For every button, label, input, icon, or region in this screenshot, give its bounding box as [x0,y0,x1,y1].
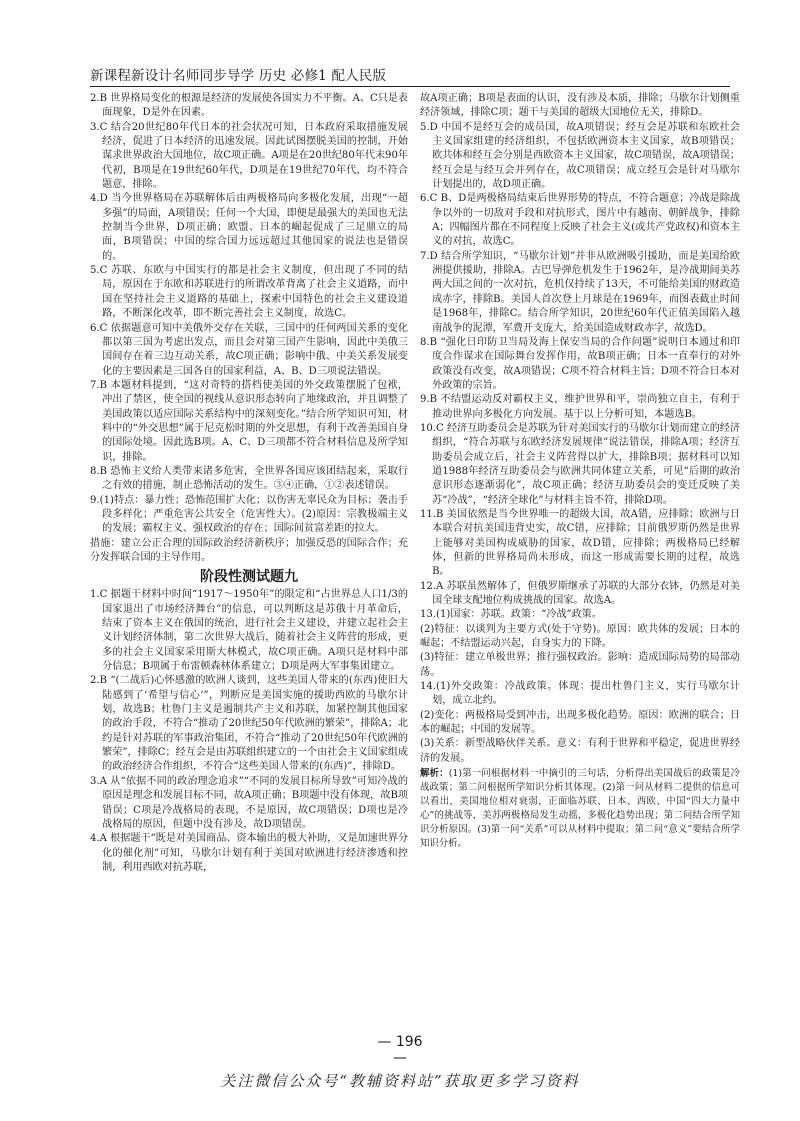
answer-paragraph: (3)特征：建立单极世界；推行强权政治。影响：造成国际局势的局部动荡。 [420,652,740,678]
answer-paragraph: 9.B 不结盟运动反对霸权主义，维护世界和平，崇尚独立自主，有利于推动世界向多极化方向发展。基于以上分析可知，本题选B。 [420,394,740,420]
analysis-note [420,767,740,851]
answer-paragraph: (3)关系：新型战略伙伴关系。意义：有利于世界和平稳定，促进世界经济的发展。 [420,738,740,764]
section-title: 阶段性测试题九 [200,569,298,586]
answer-paragraph: 11.B 美国依然是当今世界唯一的超级大国，故A错，应排除；欧洲与日本联合对抗美国违背史实，故C错，应排除；目前俄罗斯仍然是世界上能够对美国构成威胁的国家，故D错，应排除；两极格局已经解体，但新的世界格局尚未形成，而这一形成需要长期的过程，故选B。 [420,508,740,578]
answer-paragraph: 14.(1)外交政策：冷战政策。体现：提出杜鲁门主义，实行马歇尔计划，成立北约。 [420,681,740,707]
answer-paragraph: 8.B “强化日印防卫当局及海上保安当局的合作问题”说明日本通过和印度合作谋求在国际舞台发挥作用，故B项正确；日本一直奉行的对外政策没有改变，故A项错误；C项不符合材料主旨；D项不符合日本对外政策的宗旨。 [420,336,740,391]
answer-paragraph: 9.(1)特点：暴力性；恐怖范围扩大化；以伤害无辜民众为目标；袭击手段多样化；严重危害公共安全（危害性大）。(2)原因：宗教极端主义的发展；霸权主义、强权政治的存在；国际间贫富差距的拉大。 [90,494,408,535]
answer-paragraph: 13.(1)国家：苏联。政策：“冷战”政策。 [420,609,602,621]
answer-paragraph: 故A项正确；B项是表面的认识，没有涉及本质，排除；马歇尔计划侧重经济领域，排除C项；题干与美国的超级大国地位无关，排除D。 [420,93,740,119]
answer-paragraph: 3.A 从“依据不同的政治理念追求”“不同的发展目标所导致”可知冷战的原因是理念和发展目标不同，故A项正确；B项题中没有体现，故B项错误；C项是冷战格局的表现，不是原因，故C项错误；D项也是冷战格局的原因，但题中没有涉及，故D项错误。 [90,775,408,830]
answer-paragraph: 2.B 世界格局变化的根源是经济的发展使各国实力不平衡。A、C只是表面现象，D是外在因素。 [90,93,408,119]
page-number: — 196 — [377,1034,423,1066]
footer-watermark-text: 关注微信公众号“教辅资料站”获取更多学习资料 [220,1072,580,1090]
answer-paragraph: 6.C B、D是两极格局结束后世界形势的特点，不符合题意；冷战是除战争以外的一切敌对手段和对抗形式，图片中有越南、朝鲜战争，排除A；四幅图片都在不同程度上反映了社会主义(或共产党政权)和资本主义的对抗，故选C。 [420,193,740,248]
page-header [90,64,730,87]
left-column [90,92,408,875]
answer-paragraph: 5.C 苏联、东欧与中国实行的都是社会主义制度，但出现了不同的结局，原因在于东欧和苏联进行的所谓改革背离了社会主义道路，而中国在坚持社会主义道路的基础上，探索中国特色的社会主义建设道路，不断深化改革，即不断完善社会主义制度，故选C。 [90,265,408,320]
answer-paragraph: 6.C 依据题意可知中美俄外交存在关联，三国中的任何两国关系的变化都以第三国为考虑出发点，而且会对第三国产生影响，因此中美俄三国间存在着三边互动关系，故C项正确；影响中俄、中美关系发展变化的主要因素是三国各自的国家利益，A、B、D三项说法错误。 [90,322,408,377]
answer-paragraph: 4.D 当今世界格局在苏联解体后由两极格局向多极化发展，出现“一超多强”的局面，A项错误；任何一个大国，即便是最强大的美国也无法控制当今世界，D项正确；欧盟、日本的崛起促成了三足鼎立的局面，B项错误；中国的综合国力远远超过其他国家的说法也是错误的。 [90,193,408,262]
answer-paragraph: 1.C 据题干材料中时间“1917～1950年”的限定和“占世界总人口1/3的国家退出了市场经济舞台”的信息，可以判断这是苏俄十月革命后，结束了资本主义在俄国的统治，进行社会主义建设，并建立起社会主义计划经济体制，第二次世界大战后，随着社会主义阵营的形成，更多的社会主义国家采用斯大林模式，故C项正确。A项只是材料中部分信息；B项属于布雷顿森林体系建立；D项是两大军事集团建立。 [90,589,408,673]
answer-paragraph: 7.D 结合所学知识，“马歇尔计划”并非从欧洲吸引援助，而是美国给欧洲提供援助，排除A。古巴导弹危机发生于1962年，是冷战期间美苏两大国之间的一次对抗，危机仅持续了13天，不可能给美国的财政造成赤字，排除B。美国人首次登上月球是在1969年，而图表截止时间是1968年，排除C。结合所学知识，20世纪60年代正值美国陷入越南战争的泥潭，军费开支庞大，给美国造成财政赤字，故选D。 [420,250,740,334]
answer-paragraph: 措施：建立公正合理的国际政治经济新秩序；加强反恐的国际合作；充分发挥联合国的主导作用。 [90,537,408,563]
answer-paragraph: 7.B 本题材料提到，“这对奇特的搭档使美国的外交政策摆脱了包袱，冲出了禁区，使全国的视线从意识形态转向了地缘政治，并且调整了美国政策以适应国际关系结构中的深刻变化。”结合所学知识可知，材料中的“外交思想”属于尼克松时期的外交思想，有利于改善美国自身的国际处境。因此选B项。A、C、D三项都不符合材料信息及所学知识，排除。 [90,379,408,463]
answer-paragraph: 2.B “(二战后)心怀感激的欧洲人谈到，这些美国人带来的(东西)使旧大陆感到了‘希望与信心’”，判断应是美国实施的援助西欧的马歇尔计划，故选B；杜鲁门主义是遏制共产主义和苏联，加紧控制其他国家的政治手段，不符合“推动了20世纪50年代欧洲的繁荣”，排除A；北约是针对苏联的军事政治集团，不符合“推动了20世纪50年代欧洲的繁荣”，排除C；经互会是由苏联组织建立的一个由社会主义国家组成的政治经济合作组织，不符合“这些美国人带来的(东西)”，排除D。 [90,675,408,773]
answer-paragraph: (2)特征：以谈判为主要方式(处于守势)。原因：欧共体的发展；日本的崛起；不结盟运动兴起，自身实力的下降。 [420,623,740,650]
right-column [420,92,740,861]
analysis-text: (1)第一问根据材料一中摘引的三句话，分析得出美国战后的政策是冷战政策；第二问根据所学知识分析其体现。(2)第一问从材料二提供的信息可以看出，美国地位相对衰弱，正面临苏联、日本、西欧、中国“四大力量中心”的挑战等，美苏两极格局发生动摇，多极化趋势出现；第二问结合所学知识分析原因。(3)第一问“关系”可以从材料中提取；第二问“意义”要结合所学知识分析。 [420,768,740,850]
answer-paragraph: 5.D 中国不是经互会的成员国，故A项错误；经互会是苏联和东欧社会主义国家组建的经济组织，不包括欧洲资本主义国家，故B项错误；欧共体和经互会分别是西欧资本主义国家，故C项错误，故A项错误；经互会是与经互会并列存在，故C项错误；成立经互会是针对马歇尔计划提出的，故D项正确。 [420,121,740,191]
header-title: 新课程新设计名师同步导学 历史 必修1 配人民版 [90,68,387,84]
analysis-label: 解析： [420,768,449,780]
answer-paragraph: 12.A 苏联虽然解体了，但俄罗斯继承了苏联的大部分衣钵，仍然是对美国全球支配地位构成挑战的国家。故选A。 [420,580,740,607]
answer-paragraph: 10.C 经济互助委员会是苏联为针对美国实行的马歇尔计划而建立的经济组织，“符合苏联与东欧经济发展规律”说法错误，排除A项；经济互助委员会成立后，社会主义阵营得以扩大，排除B项；据材料可以知道1988年经济互助委员会与欧洲共同体建立关系，可见“后期的政治意识形态逐渐弱化”，故C项正确；经济互助委员会的变迁反映了美苏“冷战”，“经济全球化”与材料主旨不符，排除D项。 [420,422,740,506]
answer-paragraph: 4.A 根据题干“既是对美国商品、资本输出的极大补助，又是加速世界分化的催化剂”可知，马歇尔计划有利于美国对欧洲进行经济渗透和控制，利用西欧对抗苏联， [90,833,409,873]
answer-paragraph: 3.C 结合20世纪80年代日本的社会状况可知，日本政府采取措施发展经济，促进了日本经济的迅速发展。因此试图摆脱美国的控制，开始谋求世界政治大国地位，故C项正确。A项是在20世纪80年代末90年代初，B项是在19世纪60年代，D项是在19世纪70年代，均不符合题意，排除。 [90,121,408,191]
answer-paragraph: (2)变化：两极格局受到冲击，出现多极化趋势。原因：欧洲的联合；日本的崛起；中国的发展等。 [420,709,740,736]
answer-paragraph: 8.B 恐怖主义给人类带来诸多危害，全世界各国应该团结起来，采取行之有效的措施，制止恐怖活动的发生。③④正确，①②表述错误。 [90,465,408,492]
